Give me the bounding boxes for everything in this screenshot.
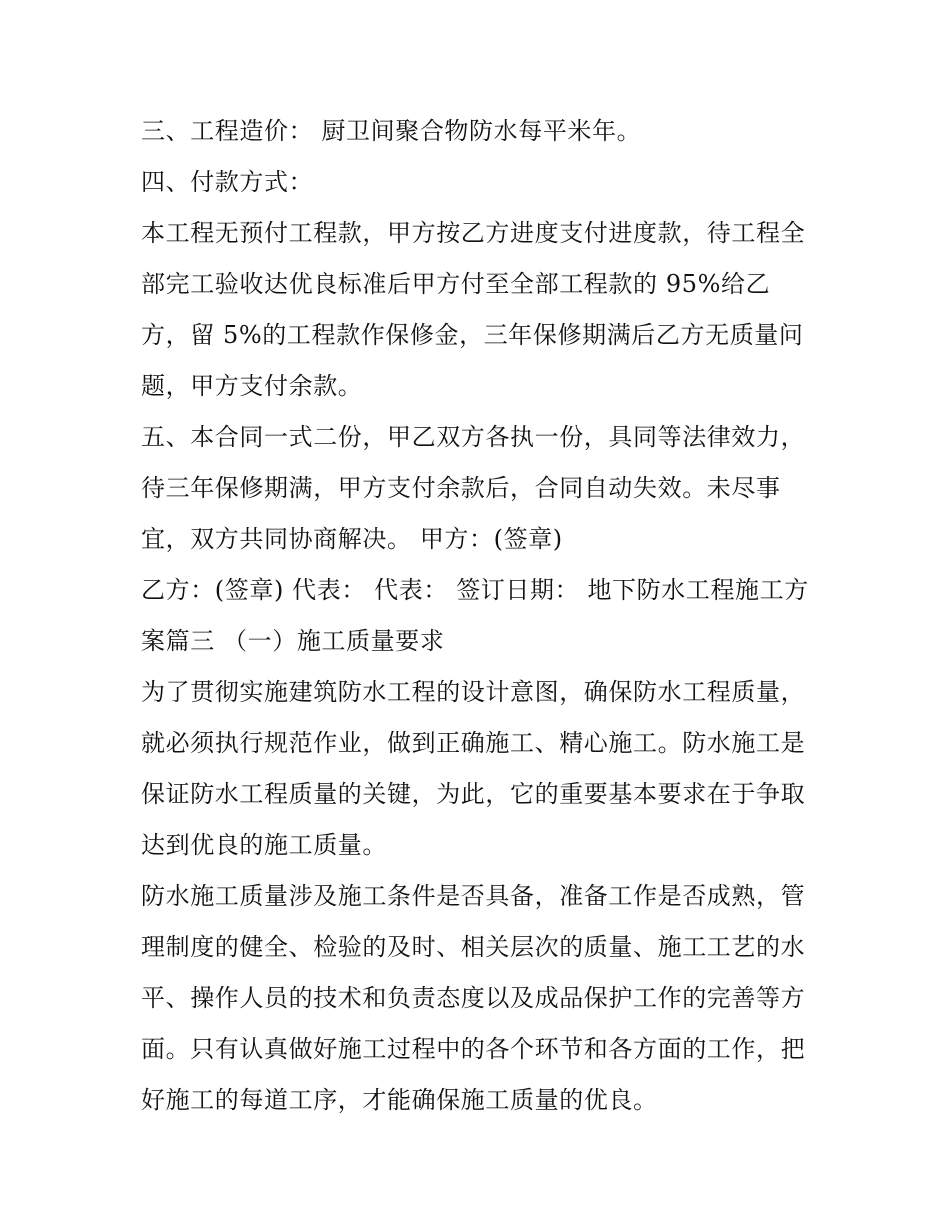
- text-line: 部完工验收达优良标准后甲方付至全部工程款的 95%给乙: [141, 270, 771, 298]
- text-line: 防水施工质量涉及施工条件是否具备，准备工作是否成熟，管: [141, 882, 806, 910]
- text-line: 平、操作人员的技术和负责态度以及成品保护工作的完善等方: [141, 984, 806, 1012]
- text-line: 乙方：(签章) 代表： 代表： 签订日期： 地下防水工程施工方: [141, 576, 809, 604]
- text-line: 达到优良的施工质量。: [141, 831, 387, 859]
- text-line: 为了贯彻实施建筑防水工程的设计意图，确保防水工程质量，: [141, 678, 806, 706]
- text-line: 待三年保修期满，甲方支付余款后，合同自动失效。未尽事: [141, 474, 781, 502]
- text-line: 理制度的健全、检验的及时、相关层次的质量、施工工艺的水: [141, 933, 806, 961]
- text-line: 方，留 5%的工程款作保修金，三年保修期满后乙方无质量问: [141, 321, 804, 349]
- text-line: 宜，双方共同协商解决。 甲方：(签章): [141, 525, 563, 553]
- text-line: 题，甲方支付余款。: [141, 372, 363, 400]
- text-line: 三、工程造价： 厨卫间聚合物防水每平米年。: [141, 117, 642, 145]
- text-line: 好施工的每道工序，才能确保施工质量的优良。: [141, 1086, 658, 1114]
- text-line: 案篇三 （一）施工质量要求: [141, 627, 445, 655]
- text-line: 四、付款方式：: [141, 168, 314, 196]
- text-line: 五、本合同一式二份，甲乙双方各执一份，具同等法律效力，: [141, 423, 806, 451]
- text-line: 保证防水工程质量的关键，为此，它的重要基本要求在于争取: [141, 780, 806, 808]
- text-line: 就必须执行规范作业，做到正确施工、精心施工。防水施工是: [141, 729, 806, 757]
- text-line: 面。只有认真做好施工过程中的各个环节和各方面的工作，把: [141, 1035, 806, 1063]
- document-body: [141, 106, 821, 1126]
- text-line: 本工程无预付工程款，甲方按乙方进度支付进度款，待工程全: [141, 219, 806, 247]
